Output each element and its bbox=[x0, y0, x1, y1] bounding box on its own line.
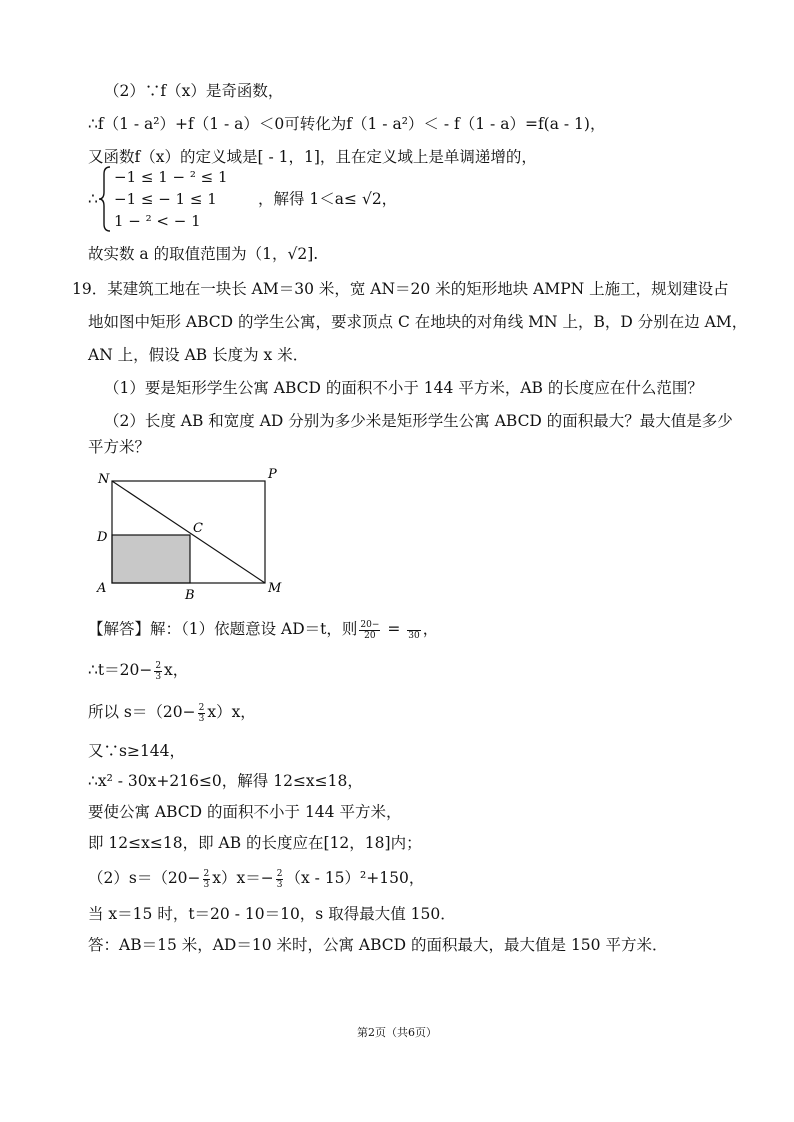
label-M: M bbox=[268, 581, 282, 596]
question-1: （1）要是矩形学生公寓 ABCD 的面积不小于 144 平方米，AB 的长度应在什么范围？ bbox=[104, 379, 703, 397]
label-P: P bbox=[268, 467, 277, 482]
question-2-line1: （2）长度 AB 和宽度 AD 分别为多少米是矩形学生公寓 ABCD 的面积最大？最大值是多少 bbox=[104, 412, 733, 430]
inequality-3: 1 − ² < − 1 bbox=[114, 212, 201, 230]
part2-conclusion: 故实数 a 的取值范围为（1，√2]. bbox=[88, 245, 319, 263]
solution-answer: 答：AB＝15 米，AD＝10 米时，公寓 ABCD 的面积最大，最大值是 150 平方米． bbox=[88, 936, 668, 954]
solution-line6: 要使公寓 ABCD 的面积不小于 144 平方米， bbox=[88, 803, 402, 821]
label-B: B bbox=[185, 588, 195, 603]
system-solution: ，解得 1＜a≤ √2， bbox=[258, 190, 398, 208]
solution-line7: 即 12≤x≤18，即 AB 的长度应在[12，18]内； bbox=[88, 834, 422, 852]
solution-line2: ∴t＝20− $\frac{2}{3}$ x， bbox=[88, 660, 189, 682]
solution-line1: 【解答】解：（1）依题意设 AD＝t，则 $\frac{20-}{20}$ = 30 ， bbox=[88, 619, 439, 641]
question-2-line2: 平方米？ bbox=[88, 438, 151, 456]
part2-line2: ∴f（1 - a²）+f（1 - a）＜0可转化为f（1 - a²）＜ - f（1 - a）=f(a - 1)， bbox=[88, 115, 606, 133]
problem19-line3: AN 上，假设 AB 长度为 x 米． bbox=[88, 346, 309, 364]
problem19-line2: 地如图中矩形 ABCD 的学生公寓，要求顶点 C 在地块的对角线 MN 上，B，D 分别在边 AM， bbox=[88, 313, 748, 331]
label-D: D bbox=[97, 530, 108, 545]
solution-line8: （2）s＝（20− $\frac{2}{3}$ x）x＝− $\frac{2}{3}$ （x - 15）²+150， bbox=[88, 868, 425, 890]
inequality-2: −1 ≤ − 1 ≤ 1 bbox=[114, 190, 217, 208]
label-A: A bbox=[97, 581, 107, 596]
therefore-symbol: ∴ bbox=[88, 190, 98, 208]
part2-line1: （2）∵f（x）是奇函数， bbox=[104, 82, 284, 100]
solution-line3: 所以 s＝（20− $\frac{2}{3}$ x）x， bbox=[88, 702, 256, 724]
rectangle-figure bbox=[92, 466, 292, 606]
part2-line3: 又函数f（x）的定义域是[ - 1，1]，且在定义域上是单调递增的， bbox=[88, 148, 537, 166]
label-C: C bbox=[193, 521, 203, 536]
problem19-line1: 19．某建筑工地在一块长 AM＝30 米，宽 AN＝20 米的矩形地块 AMPN 上施工，规划建设占 bbox=[72, 280, 729, 298]
solution-line5: ∴x² - 30x+216≤0，解得 12≤x≤18， bbox=[88, 772, 363, 790]
inequality-1: −1 ≤ 1 − ² ≤ 1 bbox=[114, 168, 228, 186]
system-brace-icon bbox=[98, 166, 112, 232]
solution-line9: 当 x＝15 时，t＝20 - 10＝10，s 取得最大值 150． bbox=[88, 905, 456, 923]
solution-line4: 又∵s≥144， bbox=[88, 742, 186, 760]
apartment-abcd bbox=[112, 535, 190, 583]
page-footer: 第2页（共6页） bbox=[357, 1026, 437, 1039]
label-N: N bbox=[98, 472, 110, 487]
